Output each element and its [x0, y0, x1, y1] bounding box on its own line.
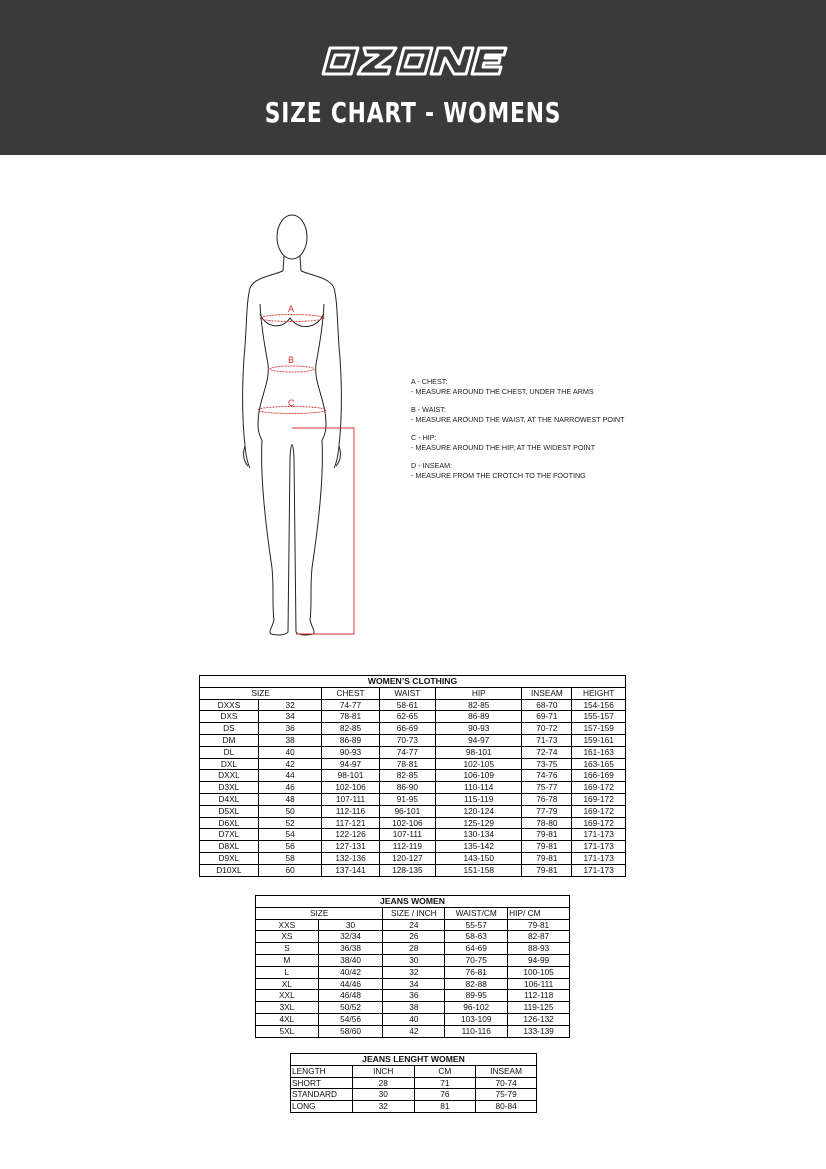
table-cell: 143-150: [436, 852, 522, 864]
table-cell: 76: [414, 1089, 476, 1101]
table-cell: 36: [258, 723, 322, 735]
legend-waist-text: - MEASURE AROUND THE WAIST, AT THE NARROWEST POINT: [411, 414, 625, 424]
table-cell: 38: [258, 734, 322, 746]
table-cell: 82-88: [445, 978, 508, 990]
table-cell: D9XL: [200, 852, 259, 864]
table-cell: DXS: [200, 711, 259, 723]
table-cell: 72-74: [522, 746, 572, 758]
table-row: [291, 1077, 537, 1089]
table-cell: 96-102: [445, 1002, 508, 1014]
legend-inseam-text: - MEASURE FROM THE CROTCH TO THE FOOTING: [411, 470, 586, 480]
womens-clothing-table: [199, 675, 626, 877]
table-cell: 120-124: [436, 805, 522, 817]
table-cell: 71: [414, 1077, 476, 1089]
table-cell: 58/60: [318, 1025, 383, 1037]
table-cell: 103-109: [445, 1013, 508, 1025]
table-row: [200, 805, 626, 817]
table-cell: 98-101: [436, 746, 522, 758]
table-row: [256, 1013, 570, 1025]
table-cell: 79-81: [522, 852, 572, 864]
col-header-size: SIZE: [200, 687, 322, 699]
table-cell: 50: [258, 805, 322, 817]
table-cell: 74-77: [322, 699, 379, 711]
table-cell: 76-81: [445, 966, 508, 978]
table-cell: D5XL: [200, 805, 259, 817]
table-cell: 112-116: [322, 805, 379, 817]
table-cell: 73-75: [522, 758, 572, 770]
table-cell: 88-93: [508, 943, 570, 955]
table-cell: 135-142: [436, 841, 522, 853]
jeans-women-caption: JEANS WOMEN: [256, 896, 570, 908]
table-cell: 82-85: [322, 723, 379, 735]
table-cell: 94-97: [436, 734, 522, 746]
table-cell: 133-139: [508, 1025, 570, 1037]
table-cell: 127-131: [322, 841, 379, 853]
legend-hip-text: - MEASURE AROUND THE HIP, AT THE WIDEST POINT: [411, 442, 596, 452]
table-cell: 161-163: [572, 746, 626, 758]
table-cell: 79-81: [508, 919, 570, 931]
table-cell: 54: [258, 829, 322, 841]
table-cell: 102-105: [436, 758, 522, 770]
table-cell: 62-65: [379, 711, 435, 723]
table-cell: 32/34: [318, 931, 383, 943]
col-header-chest: CHEST: [322, 687, 379, 699]
table-cell: 117-121: [322, 817, 379, 829]
jeans-length-caption: JEANS LENGHT WOMEN: [291, 1054, 537, 1066]
table-cell: 157-159: [572, 723, 626, 735]
table-cell: 34: [258, 711, 322, 723]
table-cell: 56: [258, 841, 322, 853]
jeans-women-table: [255, 895, 570, 1038]
table-cell: DS: [200, 723, 259, 735]
table-cell: 4XL: [256, 1013, 319, 1025]
table-cell: 30: [383, 954, 445, 966]
table-cell: 78-81: [379, 758, 435, 770]
table-cell: 169-172: [572, 817, 626, 829]
table-cell: 54/56: [318, 1013, 383, 1025]
table-cell: 79-81: [522, 841, 572, 853]
table-cell: 38/40: [318, 954, 383, 966]
table-cell: 82-87: [508, 931, 570, 943]
table-cell: 52: [258, 817, 322, 829]
table-cell: 151-158: [436, 864, 522, 876]
ozone-logo: [318, 44, 508, 78]
table-cell: 58-63: [445, 931, 508, 943]
table-cell: D4XL: [200, 793, 259, 805]
table-row: [256, 978, 570, 990]
table-cell: D6XL: [200, 817, 259, 829]
table-cell: 44: [258, 770, 322, 782]
table-row: [200, 770, 626, 782]
table-cell: 30: [352, 1089, 414, 1101]
table-row: [256, 919, 570, 931]
table-cell: 42: [258, 758, 322, 770]
col-header-height: HEIGHT: [572, 687, 626, 699]
legend-chest-title: A - CHEST:: [411, 377, 448, 386]
table-cell: 115-119: [436, 793, 522, 805]
table-cell: 96-101: [379, 805, 435, 817]
table-cell: 71-73: [522, 734, 572, 746]
table-cell: 74-76: [522, 770, 572, 782]
womens-clothing-caption: WOMEN’S CLOTHING: [200, 676, 626, 688]
table-cell: 79-81: [522, 829, 572, 841]
page-title: SIZE CHART - WOMENS: [264, 96, 562, 129]
table-cell: 30: [318, 919, 383, 931]
table-cell: D3XL: [200, 782, 259, 794]
col-header-hip-cm: HIP/ CM: [508, 907, 570, 919]
table-cell: 55-57: [445, 919, 508, 931]
legend-waist-title: B - WAIST:: [411, 405, 446, 414]
table-cell: 120-127: [379, 852, 435, 864]
table-cell: 102-106: [322, 782, 379, 794]
col-header-inch: INCH: [352, 1065, 414, 1077]
table-cell: S: [256, 943, 319, 955]
table-cell: 86-89: [436, 711, 522, 723]
legend-hip-title: C - HIP:: [411, 433, 437, 442]
label-b: B: [288, 355, 295, 365]
table-cell: 58-61: [379, 699, 435, 711]
table-cell: LONG: [291, 1101, 353, 1113]
table-row: [256, 943, 570, 955]
table-row: [200, 758, 626, 770]
table-cell: 80-84: [476, 1101, 537, 1113]
table-cell: 68-70: [522, 699, 572, 711]
table-row: [200, 711, 626, 723]
label-c: C: [288, 398, 295, 408]
col-header-cm: CM: [414, 1065, 476, 1077]
table-cell: 40/42: [318, 966, 383, 978]
header-banner: [0, 0, 826, 155]
table-cell: 44/46: [318, 978, 383, 990]
figure-head: [277, 215, 307, 259]
table-cell: 171-173: [572, 852, 626, 864]
table-cell: DM: [200, 734, 259, 746]
table-row: [200, 793, 626, 805]
table-cell: 46/48: [318, 990, 383, 1002]
col-header-waist: WAIST: [379, 687, 435, 699]
table-cell: DXXS: [200, 699, 259, 711]
table-cell: SHORT: [291, 1077, 353, 1089]
jeans-length-table: [290, 1053, 537, 1113]
table-cell: 32: [383, 966, 445, 978]
table-cell: 75-77: [522, 782, 572, 794]
table-cell: 169-172: [572, 793, 626, 805]
table-cell: 171-173: [572, 829, 626, 841]
table-row: [200, 864, 626, 876]
table-row: [256, 954, 570, 966]
table-cell: 132-136: [322, 852, 379, 864]
table-cell: 81: [414, 1101, 476, 1113]
table-cell: 70-74: [476, 1077, 537, 1089]
measurement-legend: [411, 377, 625, 480]
table-cell: 34: [383, 978, 445, 990]
body-measurement-figure: [236, 208, 361, 640]
table-cell: STANDARD: [291, 1089, 353, 1101]
table-row: [200, 829, 626, 841]
table-row: [200, 817, 626, 829]
table-cell: 69-71: [522, 711, 572, 723]
table-cell: 32: [258, 699, 322, 711]
table-cell: 155-157: [572, 711, 626, 723]
table-cell: 79-81: [522, 864, 572, 876]
table-cell: M: [256, 954, 319, 966]
table-cell: 90-93: [436, 723, 522, 735]
table-cell: 169-172: [572, 782, 626, 794]
table-cell: 36/38: [318, 943, 383, 955]
table-cell: 126-132: [508, 1013, 570, 1025]
table-row: [256, 990, 570, 1002]
table-cell: 60: [258, 864, 322, 876]
table-cell: 102-106: [379, 817, 435, 829]
table-row: [256, 931, 570, 943]
table-cell: 28: [352, 1077, 414, 1089]
table-cell: 32: [352, 1101, 414, 1113]
table-cell: 122-126: [322, 829, 379, 841]
table-cell: 58: [258, 852, 322, 864]
col-header-length-inseam: INSEAM: [476, 1065, 537, 1077]
table-cell: 128-135: [379, 864, 435, 876]
table-row: [200, 841, 626, 853]
table-row: [200, 782, 626, 794]
table-cell: 3XL: [256, 1002, 319, 1014]
legend-inseam-title: D - INSEAM:: [411, 461, 453, 470]
table-cell: 107-111: [322, 793, 379, 805]
table-cell: DL: [200, 746, 259, 758]
table-cell: 171-173: [572, 864, 626, 876]
table-cell: 112-118: [508, 990, 570, 1002]
col-header-length: LENGTH: [291, 1065, 353, 1077]
table-row: [291, 1089, 537, 1101]
table-cell: 130-134: [436, 829, 522, 841]
table-cell: 48: [258, 793, 322, 805]
table-cell: 46: [258, 782, 322, 794]
inseam-measure-line: [292, 428, 354, 634]
table-cell: 125-129: [436, 817, 522, 829]
table-cell: 26: [383, 931, 445, 943]
table-cell: XXS: [256, 919, 319, 931]
table-cell: 90-93: [322, 746, 379, 758]
table-cell: 82-85: [436, 699, 522, 711]
table-cell: 137-141: [322, 864, 379, 876]
table-cell: 163-165: [572, 758, 626, 770]
table-cell: 75-79: [476, 1089, 537, 1101]
table-cell: 38: [383, 1002, 445, 1014]
table-cell: 82-85: [379, 770, 435, 782]
table-cell: 94-97: [322, 758, 379, 770]
table-cell: 70-73: [379, 734, 435, 746]
table-cell: L: [256, 966, 319, 978]
table-cell: 64-69: [445, 943, 508, 955]
table-cell: 78-81: [322, 711, 379, 723]
table-cell: 106-111: [508, 978, 570, 990]
table-cell: 77-79: [522, 805, 572, 817]
table-row: [200, 699, 626, 711]
legend-chest-text: - MEASURE AROUND THE CHEST, UNDER THE ARMS: [411, 386, 594, 396]
table-cell: 119-125: [508, 1002, 570, 1014]
table-cell: 70-75: [445, 954, 508, 966]
table-row: [200, 723, 626, 735]
table-cell: XXL: [256, 990, 319, 1002]
table-cell: 169-172: [572, 805, 626, 817]
col-header-hip: HIP: [436, 687, 522, 699]
table-cell: 86-89: [322, 734, 379, 746]
table-row: [291, 1101, 537, 1113]
table-cell: 76-78: [522, 793, 572, 805]
table-row: [200, 852, 626, 864]
table-cell: 112-119: [379, 841, 435, 853]
col-header-jeans-size: SIZE: [256, 907, 383, 919]
table-cell: 89-95: [445, 990, 508, 1002]
table-cell: DXXL: [200, 770, 259, 782]
table-cell: 98-101: [322, 770, 379, 782]
table-cell: 166-169: [572, 770, 626, 782]
table-cell: 42: [383, 1025, 445, 1037]
table-row: [256, 966, 570, 978]
table-cell: 40: [383, 1013, 445, 1025]
table-cell: DXL: [200, 758, 259, 770]
table-cell: 106-109: [436, 770, 522, 782]
table-cell: D7XL: [200, 829, 259, 841]
table-row: [200, 734, 626, 746]
col-header-waist-cm: WAIST/CM: [445, 907, 508, 919]
table-cell: 78-80: [522, 817, 572, 829]
table-cell: 100-105: [508, 966, 570, 978]
table-cell: 36: [383, 990, 445, 1002]
table-row: [256, 1002, 570, 1014]
table-cell: 40: [258, 746, 322, 758]
col-header-inseam: INSEAM: [522, 687, 572, 699]
table-cell: 66-69: [379, 723, 435, 735]
table-cell: XL: [256, 978, 319, 990]
table-cell: 110-116: [445, 1025, 508, 1037]
table-cell: D10XL: [200, 864, 259, 876]
waist-measure-line: [270, 366, 314, 372]
table-cell: 154-156: [572, 699, 626, 711]
table-cell: 94-99: [508, 954, 570, 966]
table-cell: XS: [256, 931, 319, 943]
table-cell: 50/52: [318, 1002, 383, 1014]
table-cell: 159-161: [572, 734, 626, 746]
table-cell: 107-111: [379, 829, 435, 841]
table-cell: D8XL: [200, 841, 259, 853]
col-header-size-inch: SIZE / INCH: [383, 907, 445, 919]
table-row: [256, 1025, 570, 1037]
table-cell: 86-90: [379, 782, 435, 794]
table-cell: 70-72: [522, 723, 572, 735]
label-a: A: [288, 304, 295, 314]
table-cell: 24: [383, 919, 445, 931]
table-cell: 74-77: [379, 746, 435, 758]
table-cell: 91-95: [379, 793, 435, 805]
table-row: [200, 746, 626, 758]
table-cell: 28: [383, 943, 445, 955]
table-cell: 171-173: [572, 841, 626, 853]
table-cell: 110-114: [436, 782, 522, 794]
table-cell: 5XL: [256, 1025, 319, 1037]
